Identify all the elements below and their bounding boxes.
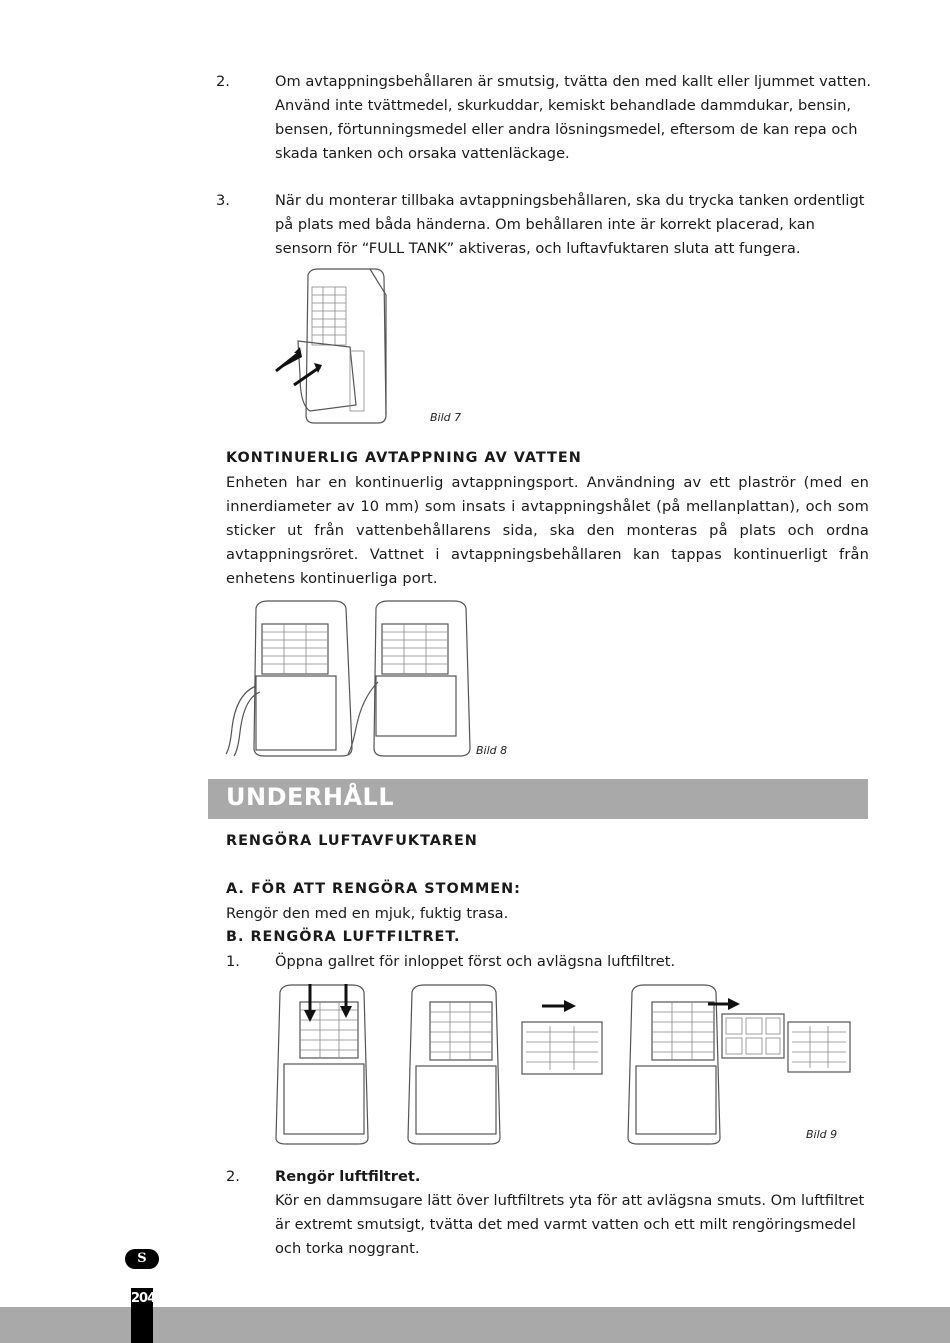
figure-9-illustration [270, 982, 860, 1150]
caption-bild-8: Bild 8 [476, 744, 508, 757]
list-text-3: När du monterar tillbaka avtappningsbehållaren, ska du trycka tanken ordentligt på plats med båda händerna. Om behållaren inte är korrekt placerad, kan sensorn för “FULL TANK” aktiveras, och luftavfuktaren sluta att fungera. [275, 192, 865, 257]
step-number-2: 2. [226, 1168, 240, 1185]
heading-clean-dehumidifier: RENGÖRA LUFTAVFUKTAREN [226, 833, 478, 849]
figure-7-illustration [270, 265, 400, 435]
list-number-2: 2. [216, 73, 230, 90]
list-number-3: 3. [216, 192, 230, 209]
list-text-2: Om avtappningsbehållaren är smutsig, tvätta den med kallt eller ljummet vatten. Använd inte tvättmedel, skurkuddar, kemiskt behandlade dammdukar, bensin, bensen, förtunningsmedel eller andra lösningsmedel, eftersom de kan repa och skada tanken och orsaka vattenläckage. [275, 73, 872, 162]
page-number: 204 [131, 1291, 156, 1306]
section-title-maintenance: UNDERHÅLL [226, 783, 395, 811]
continuous-drainage-text: Enheten har en kontinuerlig avtappningsport. Användning av ett plaströr (med en innerdiameter av 10 mm) som insats i avtappningshålet (på mellanplattan), och som sticker ut från vattenbehållarens sida, ska den monteras på plats och ordna avtappningsröret. Vattnet i avtappningsbehållaren kan tappas kontinuerligt från enhetens kontinuerliga port. [226, 474, 869, 587]
step-number-1: 1. [226, 953, 240, 970]
figure-8-illustration [222, 598, 472, 760]
clean-body-text: Rengör den med en mjuk, fuktig trasa. [226, 905, 509, 922]
step-text-2: Kör en dammsugare lätt över luftfiltrets yta för att avlägsna smuts. Om luftfiltret är extremt smutsigt, tvätta det med varmt vatten och ett milt rengöringsmedel och torka noggrant. [275, 1192, 865, 1257]
heading-clean-body: A. FÖR ATT RENGÖRA STOMMEN: [226, 881, 521, 897]
caption-bild-7: Bild 7 [430, 411, 462, 424]
language-badge: S [125, 1249, 159, 1269]
step-text-1: Öppna gallret för inloppet först och avlägsna luftfiltret. [275, 953, 676, 970]
step-title-2: Rengör luftfiltret. [275, 1168, 421, 1185]
heading-clean-filter: B. RENGÖRA LUFTFILTRET. [226, 929, 461, 945]
caption-bild-9: Bild 9 [806, 1128, 838, 1141]
heading-continuous-drainage: KONTINUERLIG AVTAPPNING AV VATTEN [226, 450, 582, 466]
